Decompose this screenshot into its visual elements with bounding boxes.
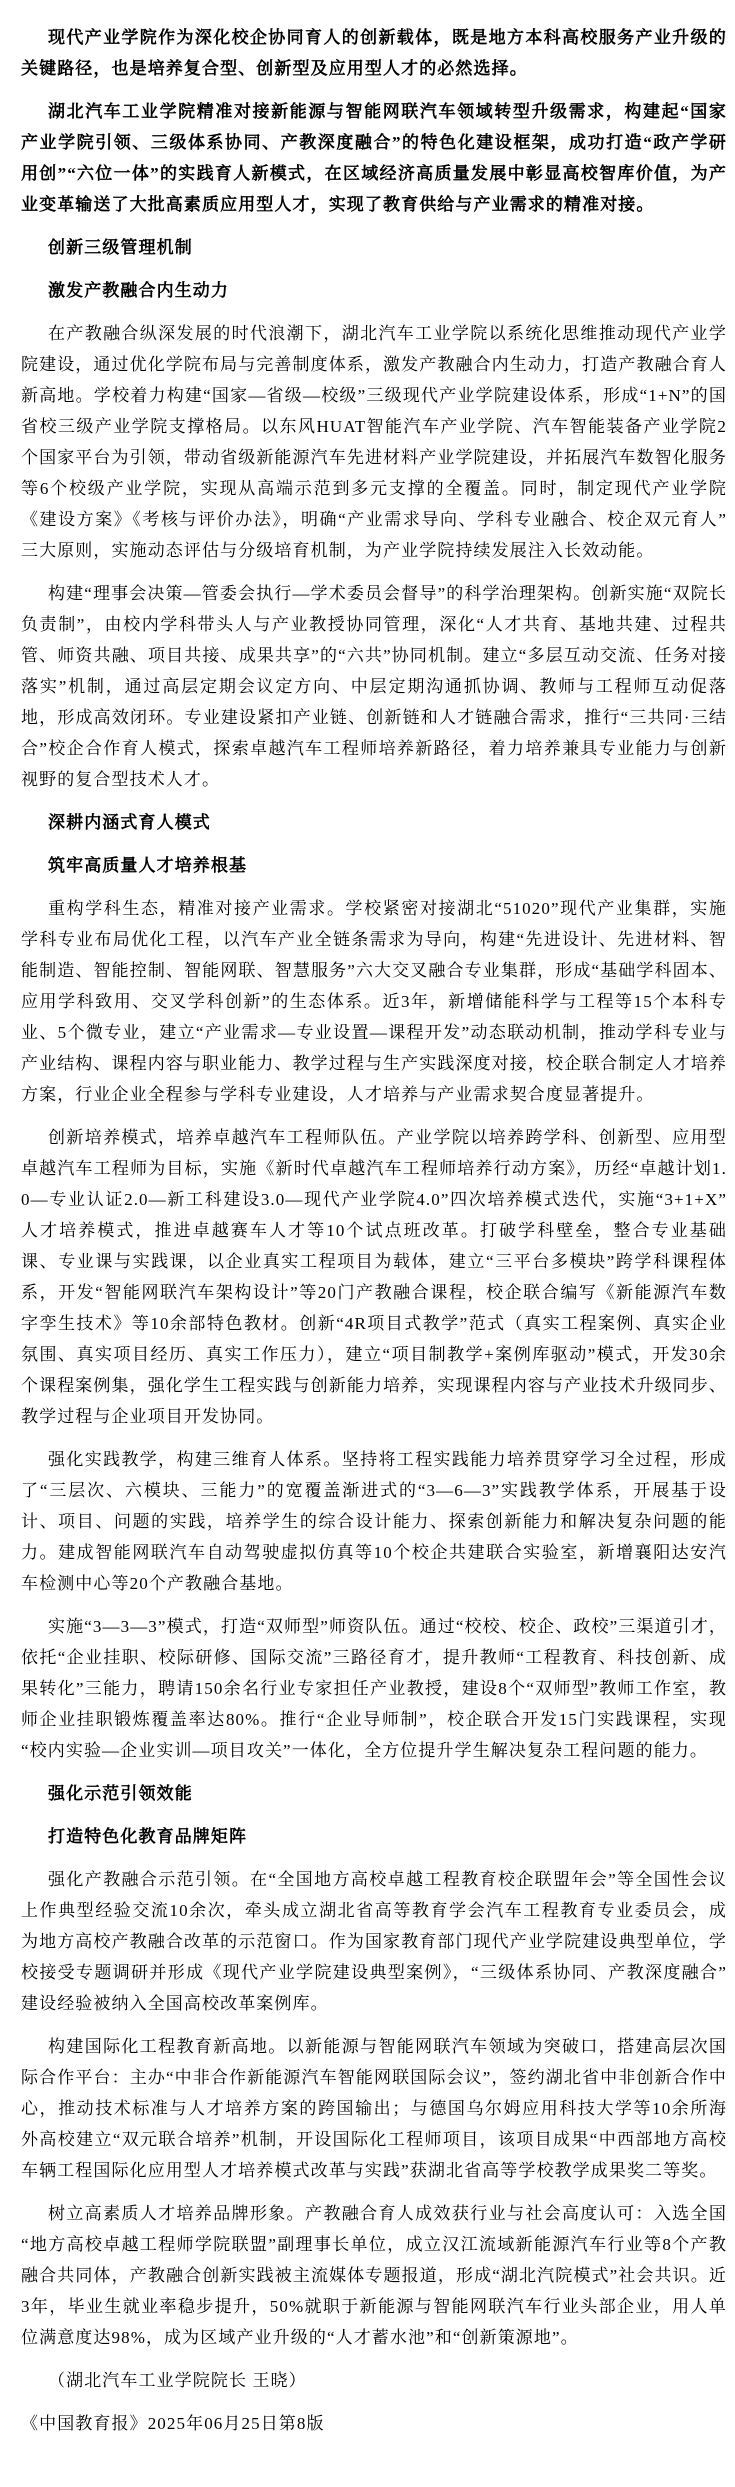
publication-source: 《中国教育报》2025年06月25日第8版 bbox=[21, 2414, 325, 2433]
lead-paragraph: 湖北汽车工业学院精准对接新能源与智能网联汽车领域转型升级需求，构建起“国家产业学院引领、三级体系协同、产教深度融合”的特色化建设框架，成功打造“政产学研用创”“六位一体”的实践育人新模式，在区域经济高质量发展中彰显高校智库价值，为产业变革输送了大批高素质应用型人才，实现了教育供给与产业需求的精准对接。 bbox=[21, 102, 727, 214]
body-paragraph: 树立高素质人才培养品牌形象。产教融合育人成效获行业与社会高度认可：入选全国“地方高校卓越工程师学院联盟”副理事长单位，成立汉江流域新能源汽车行业等8个产教融合共同体，产教融合创新实践被主流媒体专题报道，形成“湖北汽院模式”社会共识。近3年，毕业生就业率稳步提升，50%就职于新能源与智能网联汽车行业头部企业，用人单位满意度达98%，成为区域产业升级的“人才蓄水池”和“创新策源地”。 bbox=[21, 2204, 727, 2347]
author-signature: （湖北汽车工业学院院长 王晓） bbox=[48, 2371, 307, 2390]
section-heading: 打造特色化教育品牌矩阵 bbox=[48, 1827, 248, 1846]
section-heading: 筑牢高质量人才培养根基 bbox=[48, 856, 248, 875]
body-paragraph: 强化实践教学，构建三维育人体系。坚持将工程实践能力培养贯穿学习全过程，形成了“三层次、六模块、三能力”的宽覆盖渐进式的“3—6—3”实践教学体系，开展基于设计、项目、问题的实践，培养学生的综合设计能力、探索创新能力和解决复杂问题的能力。建成智能网联汽车自动驾驶虚拟仿真等10个校企共建联合实验室，新增襄阳达安汽车检测中心等20个产教融合基地。 bbox=[21, 1450, 727, 1593]
section-heading: 激发产教融合内生动力 bbox=[48, 281, 229, 300]
section-heading: 强化示范引领效能 bbox=[48, 1784, 193, 1803]
section-heading: 创新三级管理机制 bbox=[48, 238, 193, 257]
body-paragraph: 强化产教融合示范引领。在“全国地方高校卓越工程教育校企联盟年会”等全国性会议上作典型经验交流10余次，牵头成立湖北省高等教育学会汽车工程教育专业委员会，成为地方高校产教融合改革的示范窗口。作为国家教育部门现代产业学院建设典型单位，学校接受专题调研并形成《现代产业学院建设典型案例》，“三级体系协同、产教深度融合”建设经验被纳入全国高校改革案例库。 bbox=[21, 1870, 727, 2013]
section-heading: 深耕内涵式育人模式 bbox=[48, 813, 211, 832]
body-paragraph: 构建国际化工程教育新高地。以新能源与智能网联汽车领域为突破口，搭建高层次国际合作平台：主办“中非合作新能源汽车智能网联国际会议”，签约湖北省中非创新合作中心，推动技术标准与人才培养方案的跨国输出；与德国乌尔姆应用科技大学等10余所海外高校建立“双元联合培养”机制，开设国际化工程师项目，该项目成果“中西部地方高校车辆工程国际化应用型人才培养模式改革与实践”获湖北省高等学校教学成果奖二等奖。 bbox=[21, 2037, 727, 2180]
body-paragraph: 创新培养模式，培养卓越汽车工程师队伍。产业学院以培养跨学科、创新型、应用型卓越汽车工程师为目标，实施《新时代卓越汽车工程师培养行动方案》，历经“卓越计划1.0—专业认证2.0—新工科建设3.0—现代产业学院4.0”四次培养模式迭代，实施“3+1+X”人才培养模式，推进卓越赛车人才等10个试点班改革。打破学科壁垒，整合专业基础课、专业课与实践课，以企业真实工程项目为载体，建立“三平台多模块”跨学科课程体系，开发“智能网联汽车架构设计”等20门产教融合课程，校企联合编写《新能源汽车数字孪生技术》等10余部特色教材。创新“4R项目式教学”范式（真实工程案例、真实企业氛围、真实项目经历、真实工作压力），建立“项目制教学+案例库驱动”模式，开发30余个课程案例集，强化学生工程实践与创新能力培养，实现课程内容与产业技术升级同步、教学过程与企业项目开发协同。 bbox=[21, 1128, 727, 1426]
article-body bbox=[21, 22, 727, 2439]
body-paragraph: 构建“理事会决策—管委会执行—学术委员会督导”的科学治理架构。创新实施“双院长负责制”，由校内学科带头人与产业教授协同管理，深化“人才共育、基地共建、过程共管、师资共融、项目共接、成果共享”的“六共”协同机制。建立“多层互动交流、任务对接落实”机制，通过高层定期会议定方向、中层定期沟通抓协调、教师与工程师互动促落地，形成高效闭环。专业建设紧扣产业链、创新链和人才链融合需求，推行“三共同·三结合”校企合作育人模式，探索卓越汽车工程师培养新路径，着力培养兼具专业能力与创新视野的复合型技术人才。 bbox=[21, 584, 727, 789]
body-paragraph: 重构学科生态，精准对接产业需求。学校紧密对接湖北“51020”现代产业集群，实施学科专业布局优化工程，以汽车产业全链条需求为导向，构建“先进设计、先进材料、智能制造、智能控制、智能网联、智慧服务”六大交叉融合专业集群，形成“基础学科固本、应用学科致用、交叉学科创新”的生态体系。近3年，新增储能科学与工程等15个本科专业、5个微专业，建立“产业需求—专业设置—课程开发”动态联动机制，推动学科专业与产业结构、课程内容与职业能力、教学过程与生产实践深度对接，校企联合制定人才培养方案，行业企业全程参与学科专业建设，人才培养与产业需求契合度显著提升。 bbox=[21, 899, 727, 1104]
body-paragraph: 在产教融合纵深发展的时代浪潮下，湖北汽车工业学院以系统化思维推动现代产业学院建设，通过优化学院布局与完善制度体系，激发产教融合内生动力，打造产教融合育人新高地。学校着力构建“国家—省级—校级”三级现代产业学院建设体系，形成“1+N”的国省校三级产业学院支撑格局。以东风HUAT智能汽车产业学院、汽车智能装备产业学院2个国家平台为引领，带动省级新能源汽车先进材料产业学院建设，并拓展汽车数智化服务等6个校级产业学院，实现从高端示范到多元支撑的全覆盖。同时，制定现代产业学院《建设方案》《考核与评价办法》，明确“产业需求导向、学科专业融合、校企双元育人”三大原则，实施动态评估与分级培育机制，为产业学院持续发展注入长效动能。 bbox=[21, 324, 727, 560]
lead-paragraph: 现代产业学院作为深化校企协同育人的创新载体，既是地方本科高校服务产业升级的关键路径，也是培养复合型、创新型及应用型人才的必然选择。 bbox=[21, 28, 727, 78]
body-paragraph: 实施“3—3—3”模式，打造“双师型”师资队伍。通过“校校、校企、政校”三渠道引才，依托“企业挂职、校际研修、国际交流”三路径育才，提升教师“工程教育、科技创新、成果转化”三能力，聘请150余名行业专家担任产业教授，建设8个“双师型”教师工作室，教师企业挂职锻炼覆盖率达80%。推行“企业导师制”，校企联合开发15门实践课程，实现“校内实验—企业实训—项目攻关”一体化，全方位提升学生解决复杂工程问题的能力。 bbox=[21, 1617, 727, 1760]
